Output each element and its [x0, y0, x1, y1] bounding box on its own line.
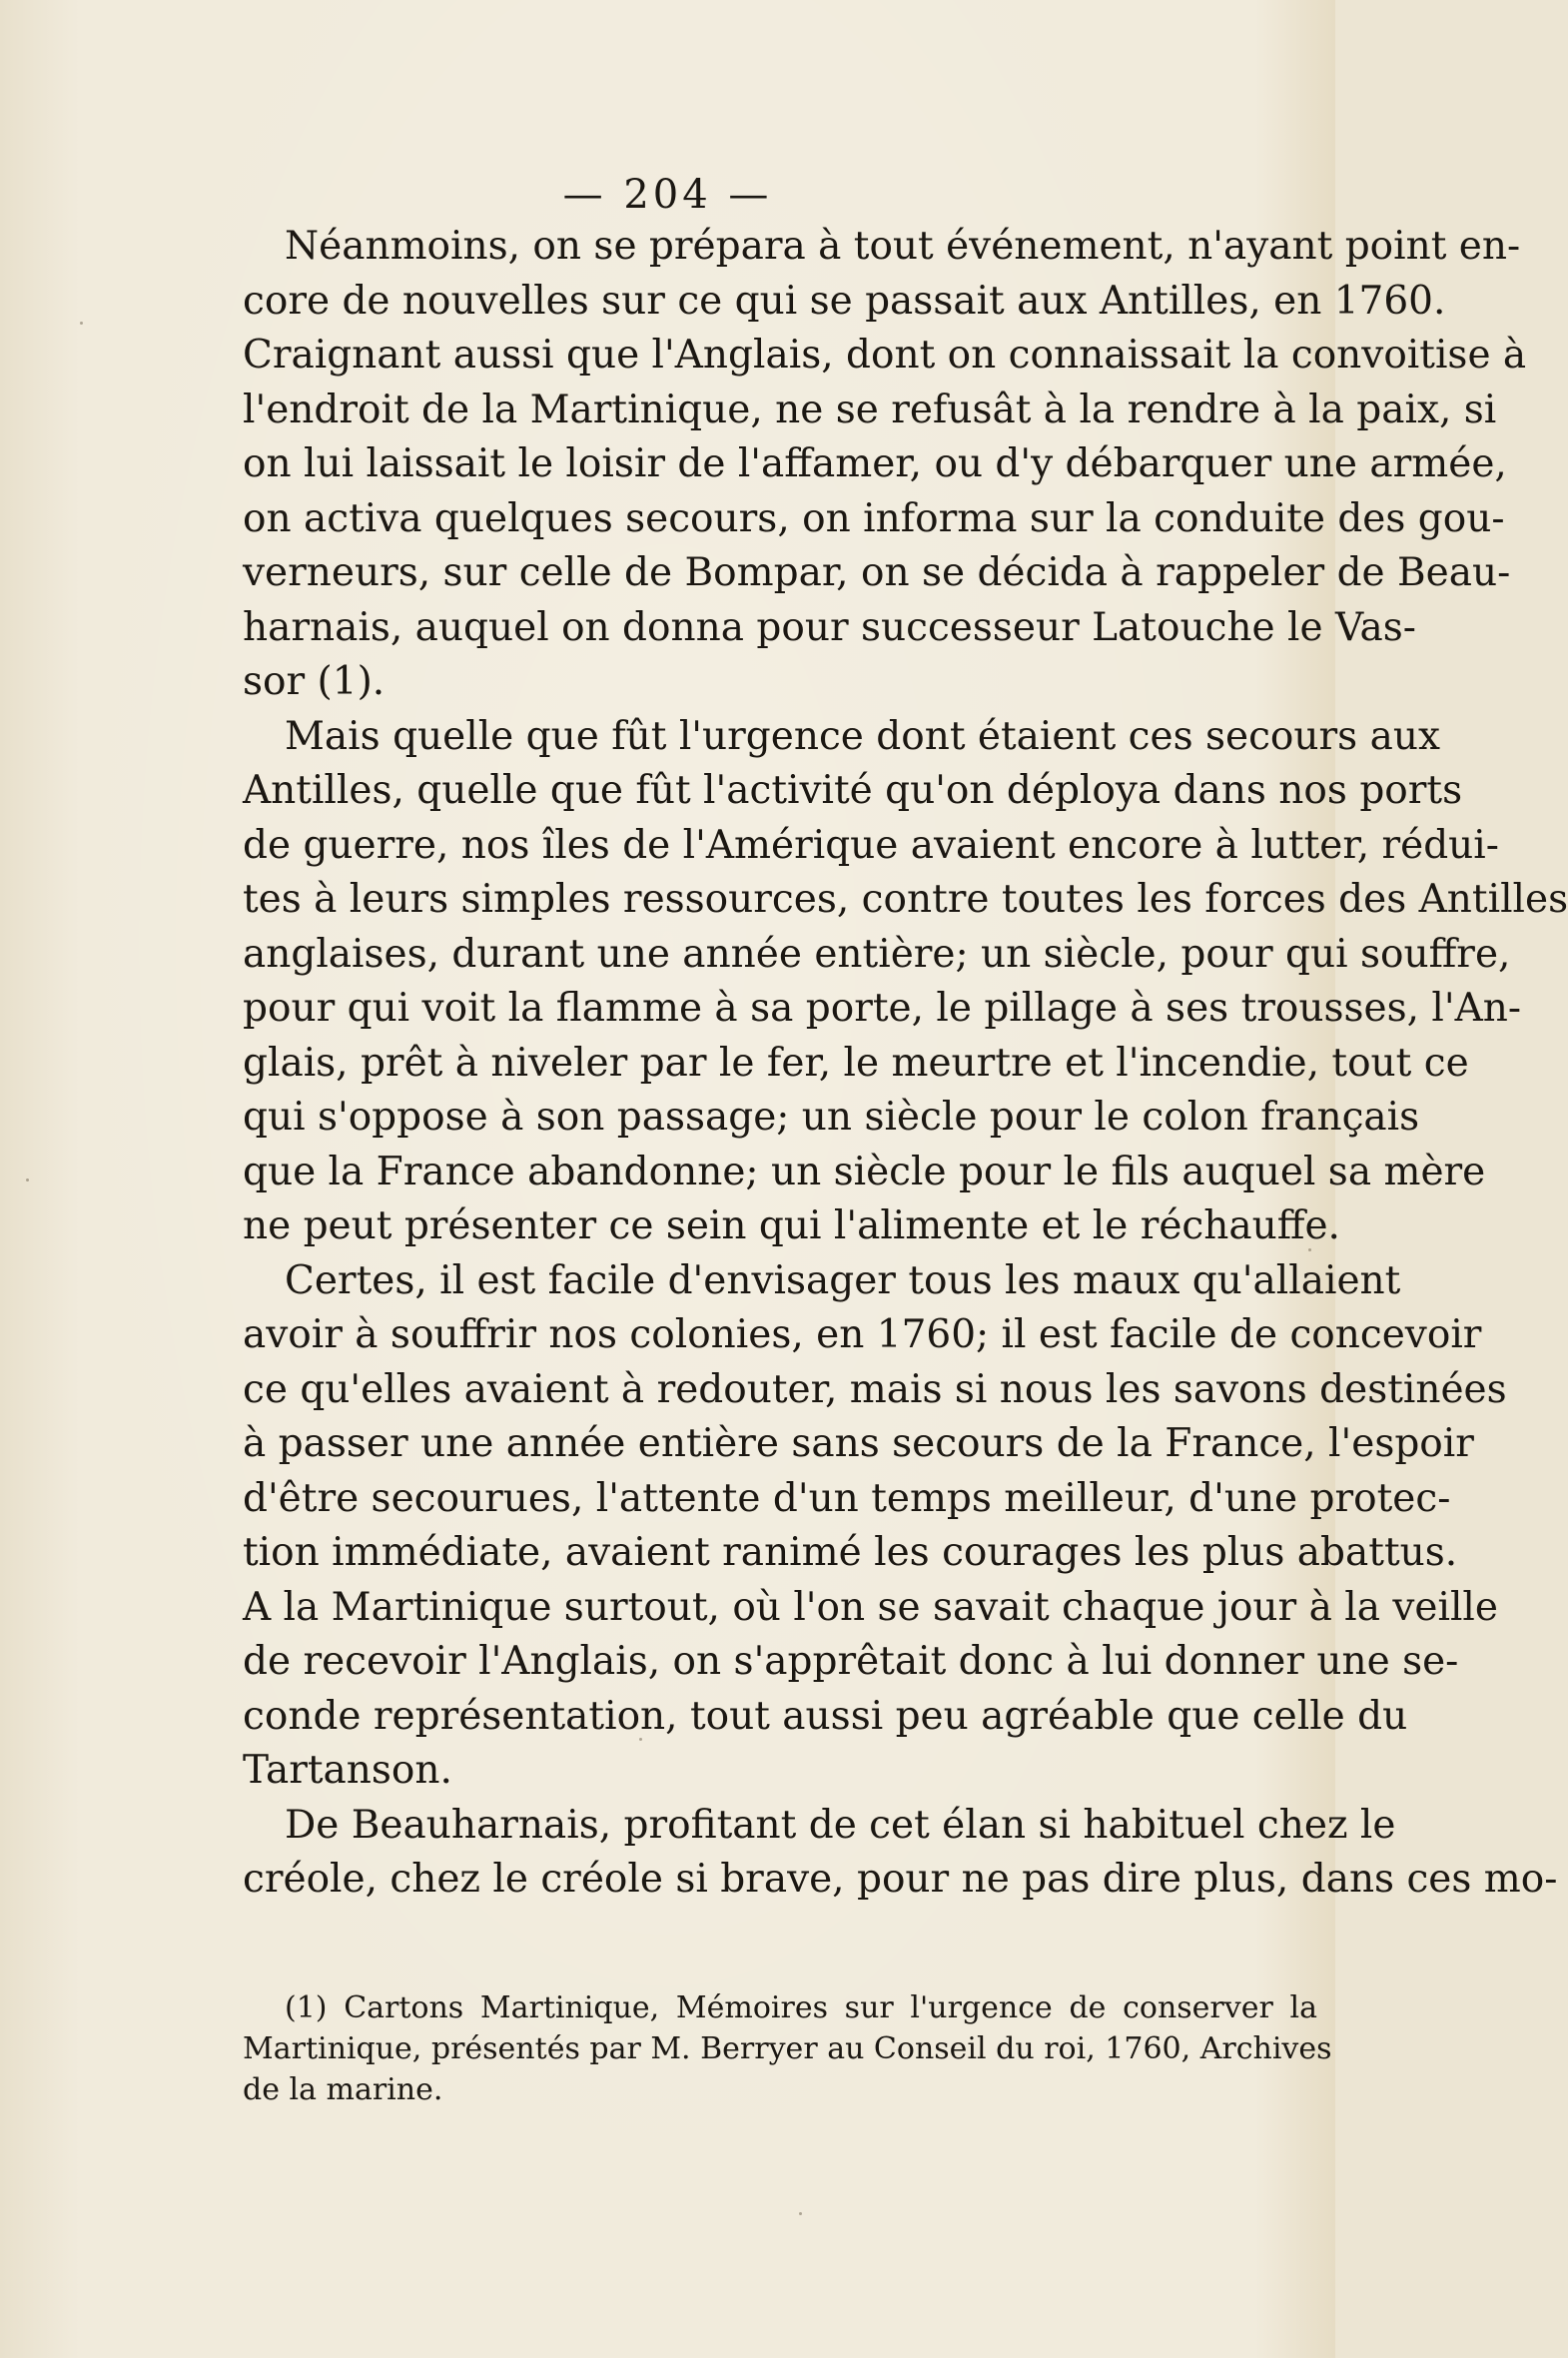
body-text: [243, 220, 1568, 1908]
text-line: de recevoir l'Anglais, on s'apprêtait donc à lui donner une se-: [243, 1639, 1459, 1684]
text-line: glais, prêt à niveler par le fer, le meurtre et l'incendie, tout ce: [243, 1040, 1469, 1086]
text-line: sor (1).: [243, 659, 386, 704]
text-line: Tartanson.: [243, 1748, 452, 1793]
paragraph: [243, 1799, 1558, 1908]
paragraph: [243, 1254, 1507, 1799]
paragraph: [243, 710, 1568, 1254]
text-line: d'être secourues, l'attente d'un temps meilleur, d'une protec-: [243, 1475, 1451, 1521]
text-line: ne peut présenter ce sein qui l'alimente et le réchauffe.: [243, 1203, 1340, 1248]
text-line: tes à leurs simples ressources, contre toutes les forces des Antilles: [243, 877, 1568, 922]
text-line: Craignant aussi que l'Anglais, dont on connaissait la convoitise à: [243, 333, 1527, 378]
paper-speck: [639, 1738, 642, 1741]
text-line: De Beauharnais, profitant de cet élan si habituel chez le: [285, 1802, 1396, 1848]
text-line: qui s'oppose à son passage; un siècle pour le colon français: [243, 1095, 1420, 1140]
text-line: créole, chez le créole si brave, pour ne pas dire plus, dans ces mo-: [243, 1857, 1558, 1902]
paper-speck: [799, 2212, 802, 2215]
text-line: Certes, il est facile d'envisager tous les maux qu'allaient: [285, 1257, 1401, 1303]
text-line: A la Martinique surtout, où l'on se savait chaque jour à la veille: [243, 1584, 1498, 1630]
paper-speck: [80, 322, 83, 325]
paper-speck: [1308, 1248, 1311, 1251]
text-line: on activa quelques secours, on informa sur la conduite des gou-: [243, 495, 1505, 541]
text-line: core de nouvelles sur ce qui se passait aux Antilles, en 1760.: [243, 278, 1446, 324]
text-line: pour qui voit la flamme à sa porte, le pillage à ses trousses, l'An-: [243, 986, 1522, 1031]
footnote-line: Martinique, présentés par M. Berryer au Conseil du roi, 1760, Archives: [243, 2031, 1332, 2066]
text-line: conde représentation, tout aussi peu agréable que celle du: [243, 1693, 1408, 1739]
footnote-line: de la marine.: [243, 2072, 443, 2107]
footnote-line: (1) Cartons Martinique, Mémoires sur l'urgence de conserver la: [285, 1990, 1317, 2025]
text-line: ce qu'elles avaient à redouter, mais si nous les savons destinées: [243, 1366, 1507, 1412]
page-number: — 204 —: [562, 172, 773, 218]
paragraph: [243, 220, 1527, 710]
text-line: verneurs, sur celle de Bompar, on se décida à rappeler de Beau-: [243, 550, 1511, 595]
paper-speck: [26, 1179, 29, 1181]
footnote: [243, 1987, 1332, 2110]
text-line: Néanmoins, on se prépara à tout événement, n'ayant point en-: [285, 224, 1521, 269]
text-line: l'endroit de la Martinique, ne se refusât à la rendre à la paix, si: [243, 387, 1497, 432]
text-line: anglaises, durant une année entière; un siècle, pour qui souffre,: [243, 931, 1511, 977]
text-line: Mais quelle que fût l'urgence dont étaient ces secours aux: [285, 713, 1440, 759]
text-line: harnais, auquel on donna pour successeur Latouche le Vas-: [243, 604, 1416, 650]
text-line: de guerre, nos îles de l'Amérique avaient encore à lutter, rédui-: [243, 822, 1499, 868]
text-line: que la France abandonne; un siècle pour le fils auquel sa mère: [243, 1149, 1486, 1194]
text-line: Antilles, quelle que fût l'activité qu'on déploya dans nos ports: [243, 768, 1463, 813]
text-line: avoir à souffrir nos colonies, en 1760; il est facile de concevoir: [243, 1312, 1482, 1357]
text-line: tion immédiate, avaient ranimé les courages les plus abattus.: [243, 1530, 1458, 1575]
text-line: on lui laissait le loisir de l'affamer, ou d'y débarquer une armée,: [243, 441, 1507, 486]
text-line: à passer une année entière sans secours de la France, l'espoir: [243, 1421, 1474, 1466]
